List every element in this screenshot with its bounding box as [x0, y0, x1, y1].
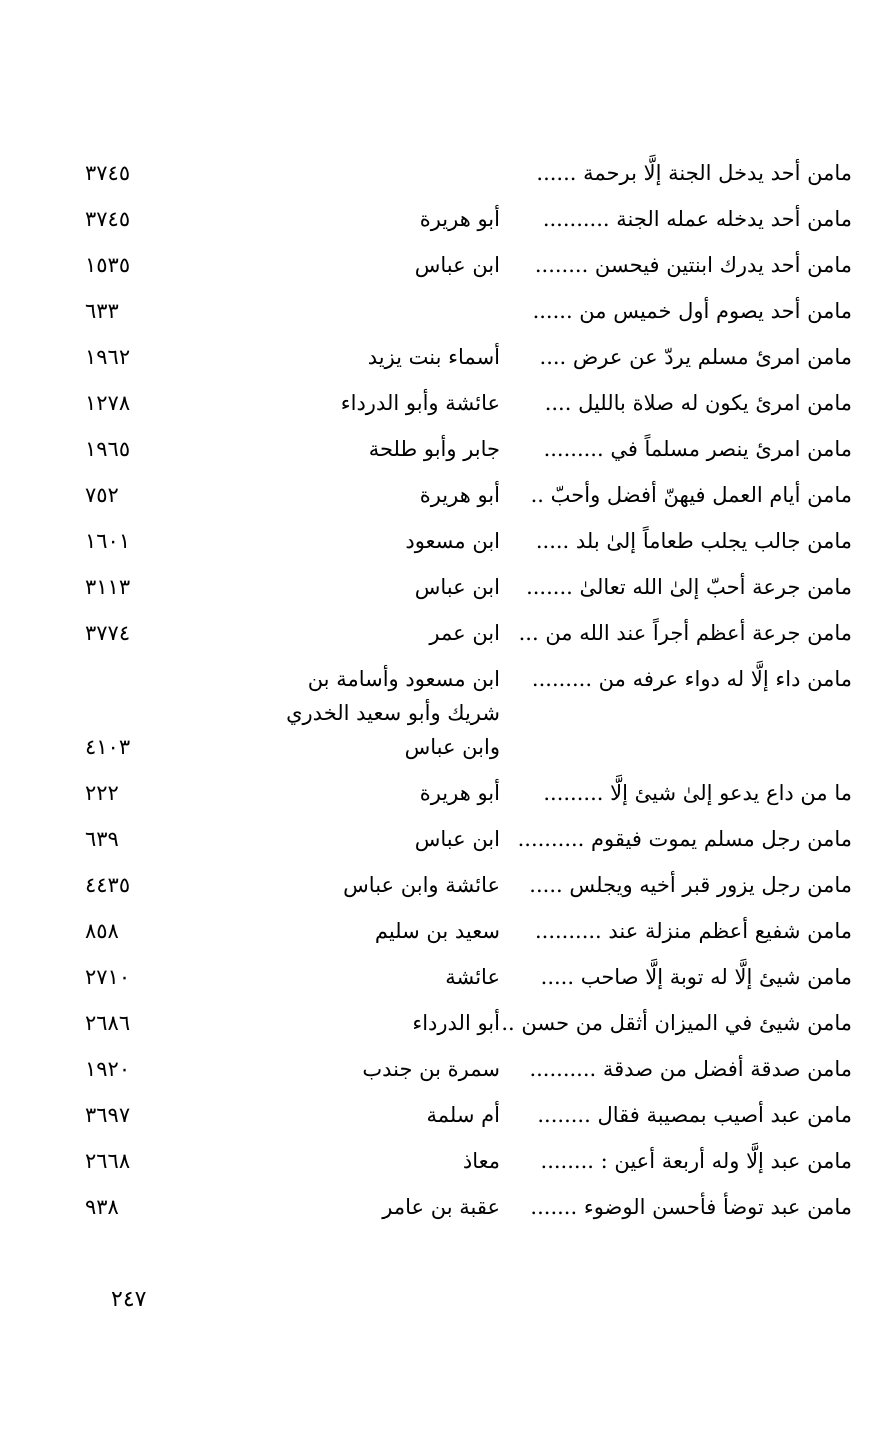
hadith-number: ٣٦٩٧ [85, 1103, 131, 1127]
hadith-number: ١٩٦٥ [85, 437, 131, 461]
index-entry [80, 426, 852, 472]
hadith-index-list [80, 150, 852, 1230]
hadith-number: ٢٦٨٦ [85, 1011, 131, 1035]
narrator: سعيد بن سليم [374, 919, 500, 943]
narrator: عائشة وأبو الدرداء [340, 391, 500, 415]
hadith-number: ٤١٠٣ [85, 735, 131, 759]
hadith-text: مامن رجل يزور قبر أخيه ويجلس ..... [529, 873, 852, 897]
narrator: ابن مسعود [405, 529, 500, 553]
narrator: ابن مسعود وأسامة بن شريك وأبو سعيد الخدري وابن عباس [286, 667, 500, 759]
hadith-text: مامن جرعة أعظم أجراً عند الله من ... [518, 621, 852, 645]
index-entry [80, 610, 852, 656]
hadith-number: ٨٥٨ [85, 919, 119, 943]
hadith-number: ٣٧٤٥ [85, 161, 131, 185]
hadith-number: ٦٣٩ [85, 827, 119, 851]
hadith-text: مامن داء إلَّا له دواء عرفه من ......... [531, 667, 852, 691]
hadith-text: مامن أحد يدرك ابنتين فيحسن ........ [534, 253, 852, 277]
narrator: ابن عباس [414, 253, 500, 277]
index-entry [80, 380, 852, 426]
index-entry [80, 334, 852, 380]
index-entry [80, 816, 852, 862]
hadith-text: ما من داع يدعو إلىٰ شيئ إلَّا ......... [543, 781, 852, 805]
index-entry [80, 862, 852, 908]
hadith-text: مامن عبد توضأ فأحسن الوضوء ....... [530, 1195, 852, 1219]
narrator: أم سلمة [426, 1103, 500, 1127]
hadith-number: ٣٧٤٥ [85, 207, 131, 231]
hadith-number: ٦٣٣ [85, 299, 119, 323]
hadith-text: مامن امرئ مسلم يردّ عن عرض .... [539, 345, 852, 369]
index-entry [80, 472, 852, 518]
hadith-text: مامن أيام العمل فيهنّ أفضل وأحبّ .. [530, 483, 852, 507]
index-entry [80, 770, 852, 816]
index-entry [80, 564, 852, 610]
page-number: ٢٤٧ [111, 1287, 147, 1312]
narrator: أبو هريرة [419, 483, 500, 507]
hadith-text: مامن صدقة أفضل من صدقة .......... [529, 1057, 852, 1081]
hadith-number: ١٥٣٥ [85, 253, 131, 277]
narrator: سمرة بن جندب [362, 1057, 500, 1081]
hadith-number: ٤٤٣٥ [85, 873, 131, 897]
hadith-text: مامن شيئ إلَّا له توبة إلَّا صاحب ..... [540, 965, 852, 989]
narrator: عائشة [445, 965, 500, 989]
index-entry [80, 908, 852, 954]
narrator: ابن عباس [414, 827, 500, 851]
narrator: أبو هريرة [419, 207, 500, 231]
narrator: معاذ [462, 1149, 500, 1173]
hadith-text: مامن شيئ في الميزان أثقل من حسن .. [501, 1011, 852, 1035]
hadith-number: ٣١١٣ [85, 575, 131, 599]
index-entry [80, 242, 852, 288]
hadith-text: مامن امرئ يكون له صلاة بالليل .... [544, 391, 852, 415]
index-entry [80, 1092, 852, 1138]
hadith-text: مامن أحد يصوم أول خميس من ...... [532, 299, 852, 323]
hadith-number: ١٩٢٠ [85, 1057, 131, 1081]
hadith-text: مامن جالب يجلب طعاماً إلىٰ بلد ..... [535, 529, 852, 553]
hadith-text: مامن عبد إلَّا وله أربعة أعين : ........ [540, 1149, 852, 1173]
hadith-number: ٣٧٧٤ [85, 621, 131, 645]
hadith-text: مامن جرعة أحبّ إلىٰ الله تعالىٰ ....... [526, 575, 852, 599]
hadith-text: مامن رجل مسلم يموت فيقوم .......... [517, 827, 852, 851]
index-entry [80, 518, 852, 564]
narrator: أسماء بنت يزيد [367, 345, 500, 369]
narrator: أبو هريرة [419, 781, 500, 805]
hadith-number: ١٦٠١ [85, 529, 131, 553]
index-entry [80, 150, 852, 196]
narrator [250, 288, 518, 300]
index-entry [80, 1138, 852, 1184]
hadith-number: ١٩٦٢ [85, 345, 131, 369]
hadith-number: ٢٢٢ [85, 781, 119, 805]
hadith-text: مامن أحد يدخل الجنة إلَّا برحمة ...... [536, 161, 852, 185]
index-entry [80, 1000, 852, 1046]
narrator: ابن عمر [429, 621, 500, 645]
hadith-text: مامن أحد يدخله عمله الجنة .......... [542, 207, 852, 231]
hadith-number: ٩٣٨ [85, 1195, 119, 1219]
hadith-number: ٧٥٢ [85, 483, 119, 507]
hadith-number: ٢٦٦٨ [85, 1149, 131, 1173]
hadith-text: مامن شفيع أعظم منزلة عند .......... [534, 919, 852, 943]
narrator: ابن عباس [414, 575, 500, 599]
narrator: جابر وأبو طلحة [368, 437, 500, 461]
narrator: عائشة وابن عباس [343, 873, 500, 897]
hadith-text: مامن عبد أصيب بمصيبة فقال ........ [537, 1103, 852, 1127]
index-entry [80, 656, 852, 770]
hadith-number: ١٢٧٨ [85, 391, 131, 415]
narrator: عقبة بن عامر [382, 1195, 500, 1219]
index-entry [80, 196, 852, 242]
index-entry [80, 1046, 852, 1092]
hadith-number: ٢٧١٠ [85, 965, 131, 989]
narrator: أبو الدرداء [412, 1011, 500, 1035]
index-entry [80, 954, 852, 1000]
index-entry [80, 288, 852, 334]
narrator [250, 150, 518, 162]
hadith-text: مامن امرئ ينصر مسلماً في ......... [543, 437, 852, 461]
index-entry [80, 1184, 852, 1230]
